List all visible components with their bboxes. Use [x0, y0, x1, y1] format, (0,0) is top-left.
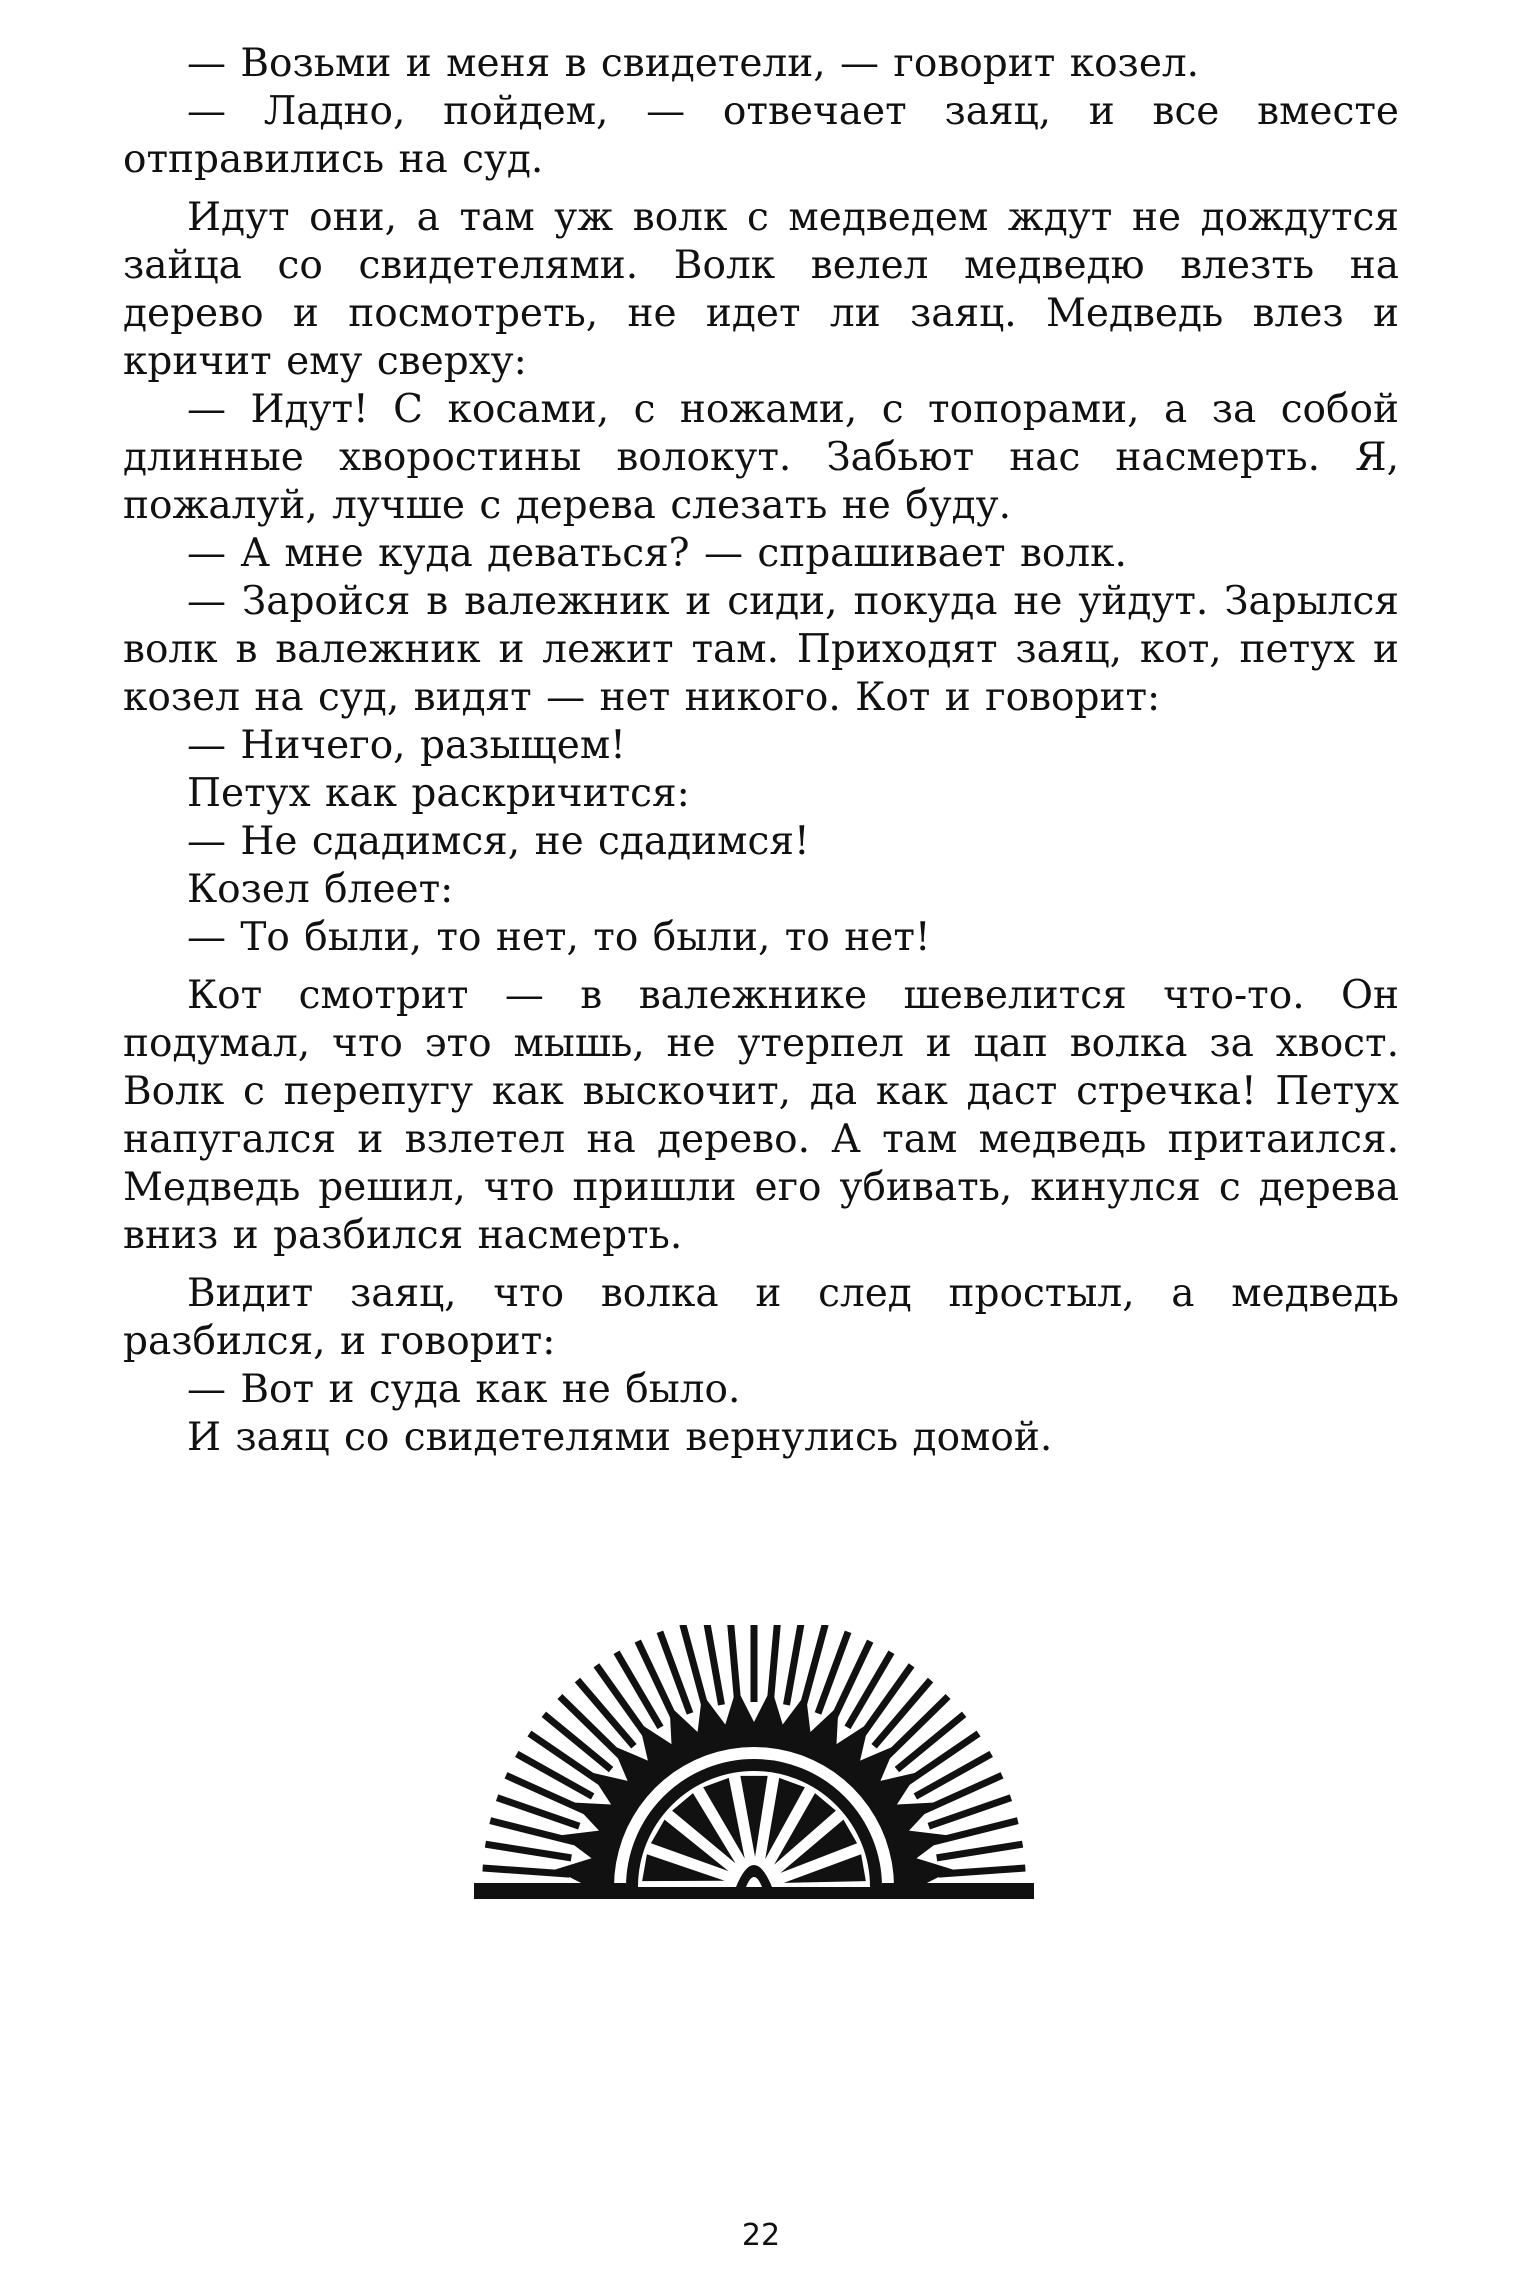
sunburst-ornament-icon: [474, 1625, 1034, 1925]
story-text: [123, 40, 1399, 1462]
paragraph: — Возьми и меня в свидетели, — говорит козел.: [187, 41, 1200, 86]
paragraph: Видит заяц, что волка и след простыл, а медведь разбился, и говорит:: [123, 1271, 1399, 1364]
paragraph: — Заройся в валежник и сиди, покуда не уйдут. Зарылся волк в валежник и лежит там. Приходят заяц, кот, петух и козел на суд, видят — нет никого. Кот и говорит:: [123, 579, 1399, 720]
paragraph: — Ничего, разыщем!: [187, 723, 626, 768]
paragraph: Идут они, а там уж волк с медведем ждут не дождутся зайца со свидетелями. Волк велел медведю влезть на дерево и посмотреть, не идет ли заяц. Медведь влез и кричит ему сверху:: [123, 195, 1399, 384]
paragraph: И заяц со свидетелями вернулись домой.: [187, 1415, 1053, 1460]
paragraph: Петух как раскричится:: [187, 771, 690, 816]
paragraph: — Ладно, пойдем, — отвечает заяц, и все вместе отправились на суд.: [123, 89, 1399, 182]
page-number: 22: [741, 2218, 781, 2253]
paragraph: — Не сдадимся, не сдадимся!: [187, 819, 810, 864]
paragraph: — То были, то нет, то были, то нет!: [187, 915, 931, 960]
paragraph: — А мне куда деваться? — спрашивает волк.: [187, 531, 1127, 576]
paragraph: Кот смотрит — в валежнике шевелится что-то. Он подумал, что это мышь, не утерпел и цап волка за хвост. Волк с перепугу как выскочит, да как даст стречка! Петух напугался и взлетел на дерево. А там медведь притаился. Медведь решил, что пришли его убивать, кинулся с дерева вниз и разбился насмерть.: [123, 973, 1399, 1258]
paragraph: Козел блеет:: [187, 867, 454, 912]
paragraph: — Идут! С косами, с ножами, с топорами, а за собой длинные хворостины волокут. Забьют нас насмерть. Я, пожалуй, лучше с дерева слезать не буду.: [123, 387, 1399, 528]
paragraph: — Вот и суда как не было.: [187, 1367, 741, 1412]
